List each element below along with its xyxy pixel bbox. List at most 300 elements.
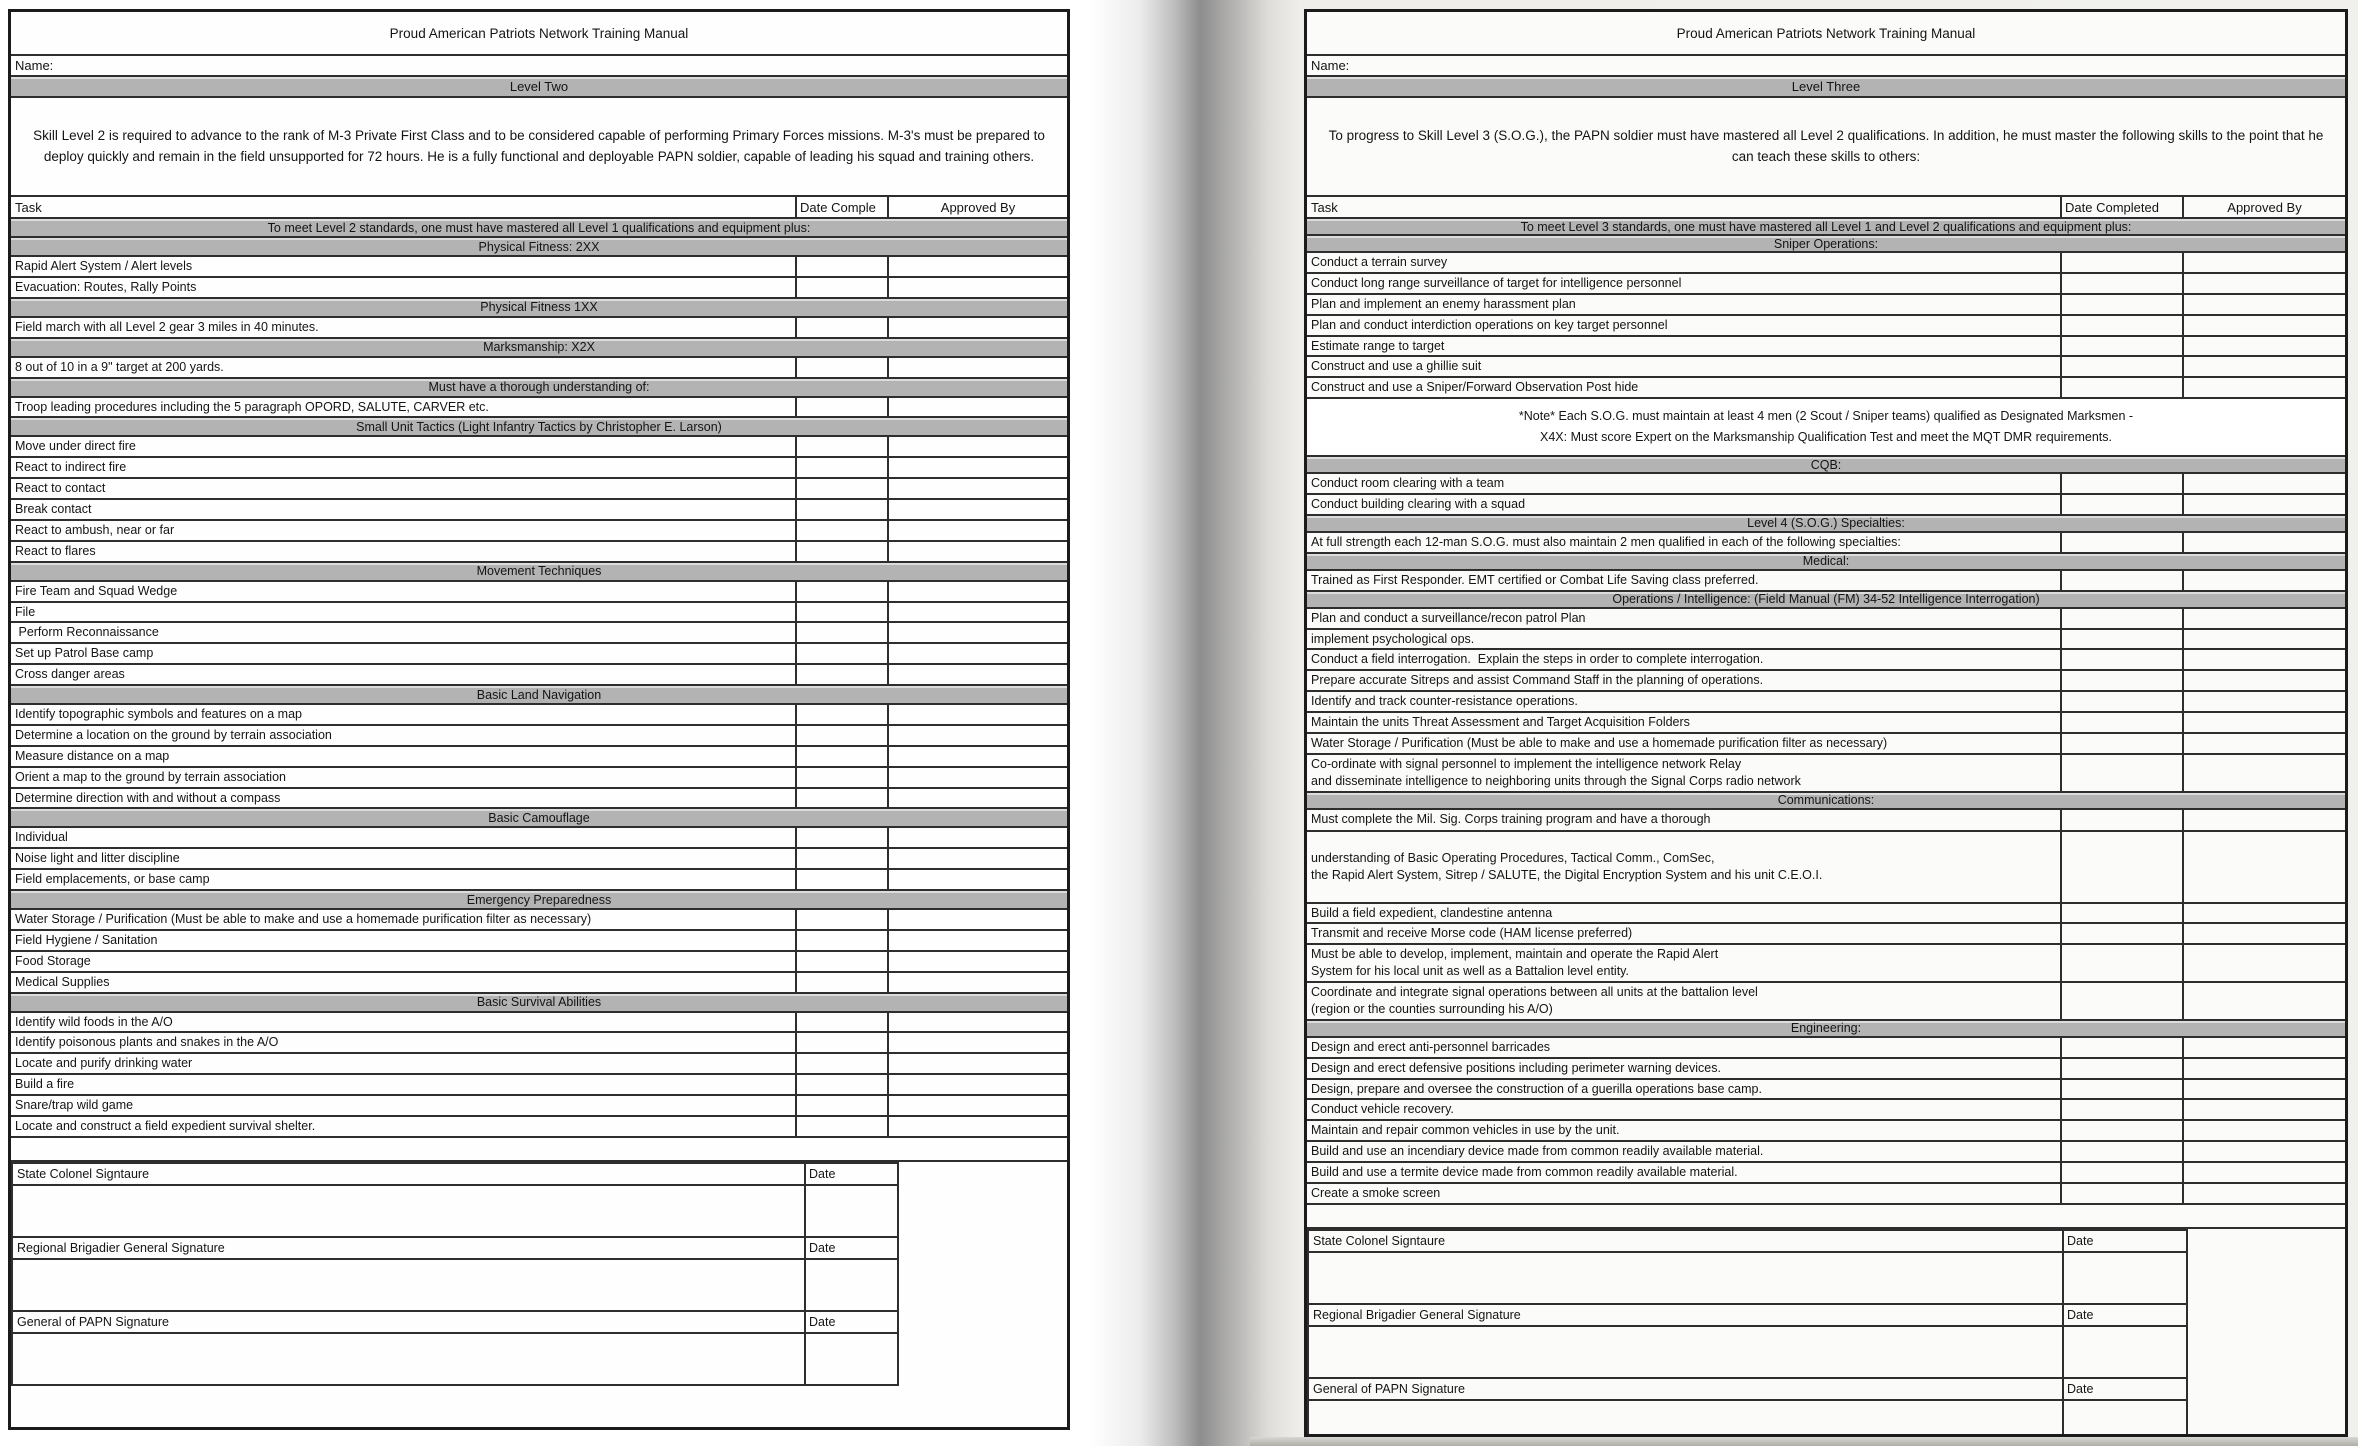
task-cell (11, 278, 795, 297)
task-row (11, 910, 1067, 931)
spacer-row (11, 1138, 1067, 1162)
task-row (1307, 1142, 2345, 1163)
date-completed-cell (795, 623, 887, 642)
task-cell (11, 910, 795, 929)
section-header-row: Engineering: (1307, 1021, 2345, 1038)
approved-by-cell (887, 603, 1067, 622)
task-text: React to contact (15, 481, 106, 496)
signature-space-row (1309, 1327, 2186, 1377)
task-row (11, 1013, 1067, 1034)
approved-by-cell (2182, 1163, 2345, 1182)
date-completed-cell (2060, 1100, 2182, 1119)
task-cell (1307, 316, 2060, 335)
section-header-row: Basic Camouflage (11, 809, 1067, 828)
task-text: Conduct room clearing with a team (1311, 476, 1505, 491)
task-row (11, 479, 1067, 500)
task-cell (11, 952, 795, 971)
date-label: Date (2062, 1231, 2186, 1251)
task-cell (1307, 671, 2060, 690)
date-completed-cell (2060, 378, 2182, 397)
task-cell (11, 1075, 795, 1094)
date-completed-cell (795, 500, 887, 519)
note-line: X4X: Must score Expert on the Marksmanship Qualification Test and meet the MQT DMR requirements. (1540, 430, 2112, 445)
date-completed-cell (795, 870, 887, 889)
task-cell (11, 1033, 795, 1052)
signature-space-row (1309, 1401, 2186, 1437)
task-text: Determine direction with and without a compass (15, 790, 281, 805)
date-completed-cell (795, 849, 887, 868)
approved-by-cell (887, 849, 1067, 868)
signature-group (1309, 1305, 2186, 1379)
date-completed-cell (2060, 1163, 2182, 1182)
task-cell (11, 768, 795, 787)
task-text: Set up Patrol Base camp (15, 646, 154, 661)
task-cell (1307, 274, 2060, 293)
section-header-row: Basic Land Navigation (11, 686, 1067, 705)
task-row (1307, 337, 2345, 358)
task-row (11, 521, 1067, 542)
approved-by-cell (2182, 904, 2345, 923)
task-row (11, 931, 1067, 952)
task-text: Move under direct fire (15, 439, 136, 454)
date-completed-cell (795, 768, 887, 787)
task-text: Conduct a field interrogation. Explain the steps in order to complete interrogation. (1311, 652, 1764, 667)
signature-space (1309, 1253, 2062, 1303)
date-completed-cell (2060, 755, 2182, 791)
task-cell (1307, 533, 2060, 552)
date-completed-cell (2060, 832, 2182, 902)
approved-by-cell (887, 952, 1067, 971)
section-header-row: Operations / Intelligence: (Field Manual (FM) 34-52 Intelligence Interrogation) (1307, 592, 2345, 609)
section-header-row: Physical Fitness 1XX (11, 299, 1067, 318)
task-text: Design and erect anti-personnel barricades (1311, 1039, 1551, 1054)
task-cell (1307, 713, 2060, 732)
signature-space (13, 1334, 804, 1384)
task-row (1307, 1080, 2345, 1101)
approved-by-cell (887, 358, 1067, 377)
name-field: Name: (1307, 56, 2345, 77)
task-cell (1307, 1059, 2060, 1078)
approved-by-cell (887, 479, 1067, 498)
task-row (11, 278, 1067, 299)
approved-by-cell (2182, 609, 2345, 628)
task-text: implement psychological ops. (1311, 631, 1475, 646)
signature-label-row (13, 1238, 897, 1260)
column-header-task: Task (15, 199, 42, 215)
date-completed-cell (795, 952, 887, 971)
task-cell (1307, 337, 2060, 356)
task-row (1307, 945, 2345, 983)
task-cell (11, 358, 795, 377)
task-text: Conduct vehicle recovery. (1311, 1102, 1454, 1117)
task-text: At full strength each 12-man S.O.G. must also maintain 2 men qualified in each of the following specialties: (1311, 534, 1901, 549)
task-text: Cross danger areas (15, 667, 125, 682)
intro-paragraph: To progress to Skill Level 3 (S.O.G.), the PAPN soldier must have mastered all Level 2 qualifications. In addition, he must master the following skills to the point that he can teach these skills to others: (1307, 98, 2345, 197)
task-text: Locate and purify drinking water (15, 1056, 193, 1071)
task-row (11, 500, 1067, 521)
task-row (11, 644, 1067, 665)
approved-by-cell (887, 257, 1067, 276)
task-row (11, 1054, 1067, 1075)
task-cell (1307, 295, 2060, 314)
task-row (1307, 571, 2345, 592)
task-cell (11, 849, 795, 868)
task-row (11, 849, 1067, 870)
task-text: Identify and track counter-resistance operations. (1311, 694, 1578, 709)
task-text: (region or the counties surrounding his A/O) (1311, 1001, 1553, 1016)
task-row (11, 952, 1067, 973)
section-header-row: Physical Fitness: 2XX (11, 238, 1067, 257)
page-edge-shadow (1250, 1437, 2358, 1446)
task-cell (11, 665, 795, 684)
column-header-approved: Approved By (2182, 197, 2345, 217)
date-completed-cell (795, 479, 887, 498)
approved-by-cell (2182, 316, 2345, 335)
task-text: Medical Supplies (15, 974, 110, 989)
task-text: Break contact (15, 502, 92, 516)
approved-by-cell (2182, 253, 2345, 272)
task-row (11, 789, 1067, 810)
task-row (1307, 832, 2345, 904)
task-row (1307, 671, 2345, 692)
section-header-row: Small Unit Tactics (Light Infantry Tactics by Christopher E. Larson) (11, 418, 1067, 437)
task-text: Estimate range to target (1311, 338, 1445, 353)
date-completed-cell (795, 398, 887, 417)
date-completed-cell (795, 1117, 887, 1136)
approved-by-cell (887, 726, 1067, 745)
task-text: Transmit and receive Morse code (HAM license preferred) (1311, 926, 1633, 941)
task-cell (1307, 609, 2060, 628)
task-row (1307, 1184, 2345, 1205)
task-cell (11, 1096, 795, 1115)
task-text: understanding of Basic Operating Procedures, Tactical Comm., ComSec, (1311, 850, 1715, 865)
date-completed-cell (795, 665, 887, 684)
task-cell (1307, 495, 2060, 514)
approved-by-cell (887, 789, 1067, 808)
task-text: Troop leading procedures including the 5 paragraph OPORD, SALUTE, CARVER etc. (15, 399, 489, 414)
date-completed-cell (2060, 810, 2182, 830)
task-cell (11, 1054, 795, 1073)
signature-block (11, 1162, 899, 1386)
date-completed-cell (2060, 253, 2182, 272)
task-row (11, 318, 1067, 339)
task-cell (1307, 1038, 2060, 1057)
task-text: React to flares (15, 543, 96, 558)
task-row (1307, 316, 2345, 337)
date-completed-cell (795, 644, 887, 663)
task-cell (11, 398, 795, 417)
task-text: Create a smoke screen (1311, 1185, 1441, 1200)
task-cell (1307, 474, 2060, 493)
approved-by-cell (887, 521, 1067, 540)
date-label: Date (804, 1238, 897, 1258)
date-completed-cell (795, 278, 887, 297)
task-cell (1307, 650, 2060, 669)
task-row (11, 870, 1067, 891)
approved-by-cell (887, 1013, 1067, 1032)
task-text: Plan and conduct interdiction operations on key target personnel (1311, 317, 1668, 332)
signature-label: General of PAPN Signature (17, 1314, 169, 1329)
task-cell (11, 931, 795, 950)
task-cell (1307, 1080, 2060, 1099)
signature-group (1309, 1379, 2186, 1437)
date-label: Date (804, 1164, 897, 1184)
signature-group (13, 1164, 897, 1238)
approved-by-cell (887, 318, 1067, 337)
task-cell (1307, 1163, 2060, 1182)
task-text: React to indirect fire (15, 460, 127, 475)
date-completed-cell (2060, 495, 2182, 514)
approved-by-cell (887, 768, 1067, 787)
task-cell (11, 521, 795, 540)
date-completed-cell (795, 358, 887, 377)
approved-by-cell (887, 1075, 1067, 1094)
signature-label: Regional Brigadier General Signature (17, 1240, 225, 1255)
task-cell (1307, 924, 2060, 943)
approved-by-cell (887, 870, 1067, 889)
task-cell (11, 479, 795, 498)
date-space (804, 1186, 897, 1236)
task-row (11, 1033, 1067, 1054)
section-header-row: CQB: (1307, 457, 2345, 474)
approved-by-cell (2182, 692, 2345, 711)
task-cell (11, 500, 795, 519)
task-text: Build a fire (15, 1077, 75, 1092)
task-text: Build a field expedient, clandestine antenna (1311, 905, 1553, 920)
task-cell (1307, 904, 2060, 923)
task-cell (11, 705, 795, 724)
date-completed-cell (2060, 609, 2182, 628)
task-text: Must be able to develop, implement, maintain and operate the Rapid Alert (1311, 947, 1719, 962)
approved-by-cell (2182, 357, 2345, 376)
date-completed-cell (2060, 1059, 2182, 1078)
date-completed-cell (795, 1075, 887, 1094)
task-cell (1307, 1184, 2060, 1203)
task-text: the Rapid Alert System, Sitrep / SALUTE, the Digital Encryption System and his unit C.E.O.I. (1311, 867, 1823, 882)
date-space (2062, 1401, 2186, 1437)
page-title: Proud American Patriots Network Training Manual (11, 12, 1067, 56)
date-completed-cell (795, 257, 887, 276)
date-completed-cell (2060, 474, 2182, 493)
approved-by-cell (2182, 810, 2345, 830)
date-completed-cell (2060, 316, 2182, 335)
task-text: Water Storage / Purification (Must be able to make and use a homemade purification filter as necessary) (1311, 735, 1888, 750)
date-label: Date (2062, 1305, 2186, 1325)
approved-by-cell (887, 542, 1067, 561)
task-row (1307, 650, 2345, 671)
date-completed-cell (2060, 357, 2182, 376)
task-text: Field march with all Level 2 gear 3 miles in 40 minutes. (15, 319, 319, 334)
task-row (11, 458, 1067, 479)
task-text: and disseminate intelligence to neighboring units through the Signal Corps radio network (1311, 773, 1801, 788)
date-completed-cell (795, 726, 887, 745)
signature-group (13, 1312, 897, 1384)
approved-by-cell (2182, 571, 2345, 590)
approved-by-cell (887, 931, 1067, 950)
column-header-approved: Approved By (887, 197, 1067, 217)
task-text: Conduct a terrain survey (1311, 255, 1448, 269)
task-cell (11, 623, 795, 642)
task-row (1307, 1038, 2345, 1059)
task-row (1307, 533, 2345, 554)
task-cell (11, 747, 795, 766)
date-completed-cell (795, 1013, 887, 1032)
task-row (11, 437, 1067, 458)
date-completed-cell (2060, 713, 2182, 732)
task-text: Conduct building clearing with a squad (1311, 497, 1526, 511)
task-row (1307, 734, 2345, 755)
task-row (1307, 904, 2345, 925)
task-cell (1307, 1121, 2060, 1140)
task-text: Identify wild foods in the A/O (15, 1014, 173, 1029)
signature-label-row (13, 1312, 897, 1334)
date-completed-cell (2060, 274, 2182, 293)
task-row (1307, 474, 2345, 495)
approved-by-cell (2182, 1038, 2345, 1057)
task-cell (1307, 1100, 2060, 1119)
date-completed-cell (2060, 983, 2182, 1019)
task-text: Construct and use a Sniper/Forward Observation Post hide (1311, 380, 1639, 395)
task-text: Food Storage (15, 953, 91, 968)
task-row (11, 1117, 1067, 1138)
task-row (11, 973, 1067, 994)
approved-by-cell (887, 644, 1067, 663)
date-completed-cell (795, 931, 887, 950)
approved-by-cell (2182, 1080, 2345, 1099)
date-completed-cell (2060, 1142, 2182, 1161)
page-level-two (8, 9, 1070, 1430)
task-row (1307, 983, 2345, 1021)
approved-by-cell (887, 828, 1067, 847)
task-row (11, 257, 1067, 278)
task-row (1307, 1100, 2345, 1121)
task-row (1307, 495, 2345, 516)
signature-group (1309, 1231, 2186, 1305)
signature-block (1307, 1229, 2188, 1437)
date-completed-cell (2060, 337, 2182, 356)
section-header-row: Level 4 (S.O.G.) Specialties: (1307, 516, 2345, 533)
task-row (1307, 609, 2345, 630)
approved-by-cell (887, 747, 1067, 766)
level-banner: Level Two (11, 77, 1067, 98)
section-header-row: Communications: (1307, 793, 2345, 810)
task-text: Rapid Alert System / Alert levels (15, 259, 193, 273)
date-completed-cell (2060, 630, 2182, 649)
section-header-row: Movement Techniques (11, 563, 1067, 582)
task-cell (1307, 734, 2060, 753)
task-row (1307, 713, 2345, 734)
task-table (1307, 219, 2345, 1229)
column-header-date: Date Comple (795, 197, 887, 217)
task-row (1307, 630, 2345, 651)
task-row (11, 705, 1067, 726)
approved-by-cell (887, 1033, 1067, 1052)
approved-by-cell (887, 1054, 1067, 1073)
column-header-task: Task (1311, 199, 1338, 215)
approved-by-cell (2182, 650, 2345, 669)
approved-by-cell (2182, 533, 2345, 552)
approved-by-cell (2182, 630, 2345, 649)
task-cell (11, 582, 795, 601)
task-text: Plan and conduct a surveillance/recon patrol Plan (1311, 610, 1586, 625)
section-header-row: Marksmanship: X2X (11, 339, 1067, 358)
date-completed-cell (2060, 945, 2182, 981)
approved-by-cell (2182, 755, 2345, 791)
date-completed-cell (2060, 533, 2182, 552)
task-row (11, 1096, 1067, 1117)
note-row (1307, 399, 2345, 457)
approved-by-cell (887, 623, 1067, 642)
date-completed-cell (795, 910, 887, 929)
task-text: Locate and construct a field expedient survival shelter. (15, 1118, 316, 1133)
task-row (1307, 1121, 2345, 1142)
spacer-row (1307, 1205, 2345, 1229)
approved-by-cell (2182, 1184, 2345, 1203)
task-row (11, 542, 1067, 563)
date-space (804, 1334, 897, 1384)
task-cell (11, 257, 795, 276)
table-header (1307, 197, 2345, 219)
approved-by-cell (2182, 1100, 2345, 1119)
task-row (11, 828, 1067, 849)
date-space (2062, 1253, 2186, 1303)
task-cell (11, 789, 795, 808)
task-text: Conduct long range surveillance of target for intelligence personnel (1311, 275, 1682, 290)
name-field: Name: (11, 56, 1067, 77)
date-completed-cell (2060, 1184, 2182, 1203)
date-completed-cell (795, 318, 887, 337)
date-completed-cell (2060, 1038, 2182, 1057)
signature-space (13, 1186, 804, 1236)
approved-by-cell (2182, 983, 2345, 1019)
section-header-row: To meet Level 2 standards, one must have mastered all Level 1 qualifications and equipment plus: (11, 219, 1067, 238)
task-cell (11, 1013, 795, 1032)
task-text: Identify topographic symbols and features on a map (15, 707, 302, 721)
task-row (11, 768, 1067, 789)
date-completed-cell (2060, 692, 2182, 711)
task-cell (11, 603, 795, 622)
approved-by-cell (2182, 671, 2345, 690)
task-text: Field emplacements, or base camp (15, 872, 210, 887)
signature-label-row (1309, 1379, 2186, 1401)
approved-by-cell (2182, 1142, 2345, 1161)
approved-by-cell (2182, 378, 2345, 397)
section-header-row: Basic Survival Abilities (11, 994, 1067, 1013)
task-cell (11, 437, 795, 456)
task-text: Individual (15, 830, 68, 845)
signature-space (1309, 1327, 2062, 1377)
task-row (1307, 357, 2345, 378)
task-text: Co-ordinate with signal personnel to implement the intelligence network Relay (1311, 756, 1742, 771)
task-row (1307, 295, 2345, 316)
date-completed-cell (795, 1033, 887, 1052)
date-completed-cell (795, 1054, 887, 1073)
date-completed-cell (2060, 671, 2182, 690)
approved-by-cell (887, 582, 1067, 601)
task-text: Identify poisonous plants and snakes in the A/O (15, 1035, 279, 1050)
date-label: Date (804, 1312, 897, 1332)
task-cell (1307, 378, 2060, 397)
task-cell (11, 1117, 795, 1136)
task-text: Build and use an incendiary device made from common readily available material. (1311, 1144, 1764, 1159)
signature-space-row (1309, 1253, 2186, 1303)
task-text: Evacuation: Routes, Rally Points (15, 279, 197, 294)
date-completed-cell (795, 973, 887, 992)
signature-label-row (1309, 1305, 2186, 1327)
task-cell (11, 542, 795, 561)
date-space (804, 1260, 897, 1310)
task-text: Design and erect defensive positions including perimeter warning devices. (1311, 1060, 1721, 1075)
